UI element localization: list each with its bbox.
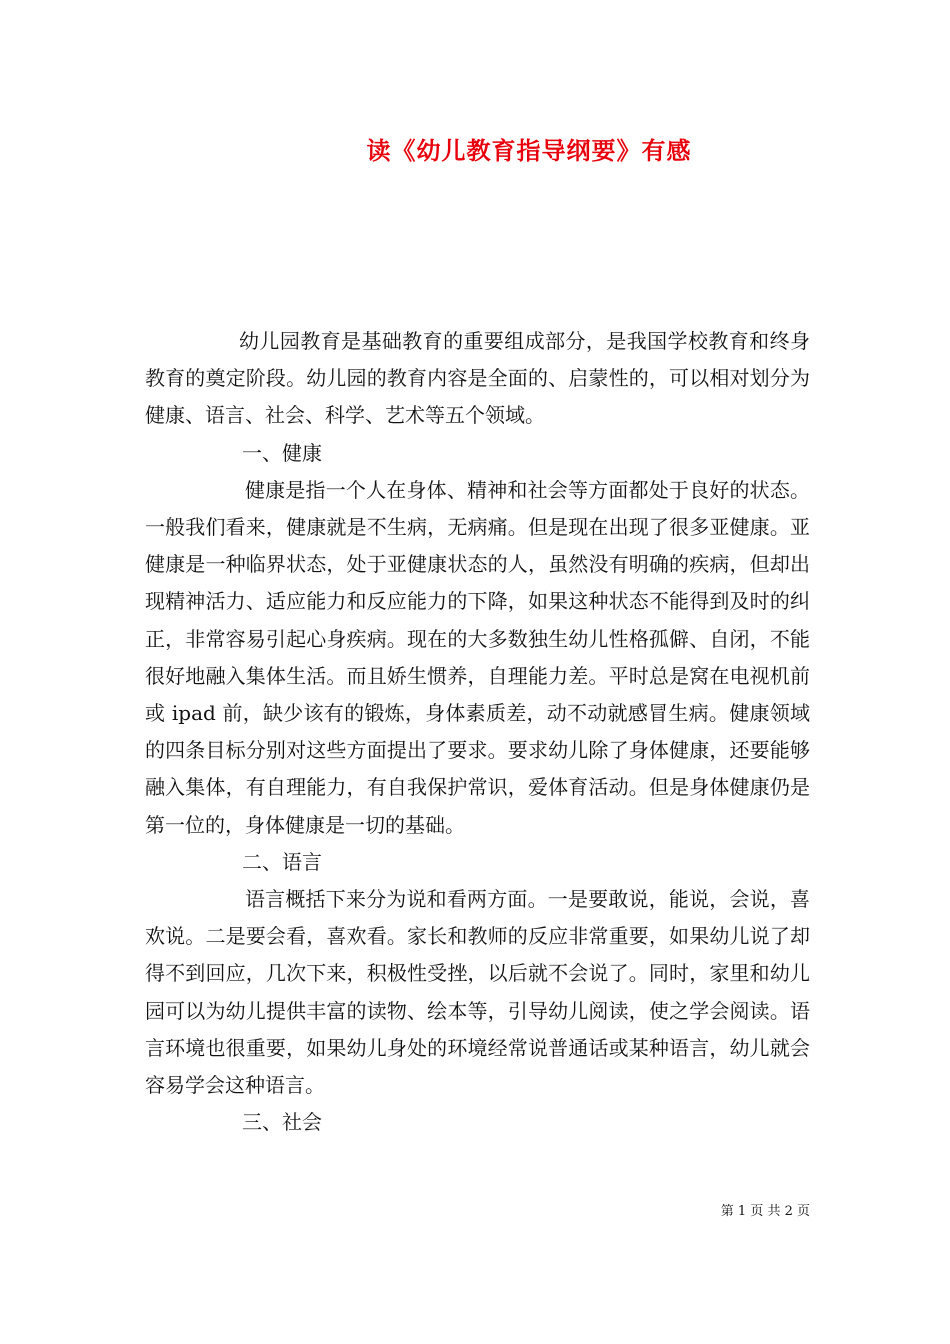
intro-paragraph: 幼儿园教育是基础教育的重要组成部分，是我国学校教育和终身教育的奠定阶段。幼儿园的教育内容是全面的、启蒙性的，可以相对划分为健康、语言、社会、科学、艺术等五个领域。 <box>145 329 810 428</box>
document-body <box>145 323 810 1141</box>
document-title: 读《幼儿教育指导纲要》有感 <box>366 136 692 165</box>
section-paragraph-health: 健康是指一个人在身体、精神和社会等方面都处于良好的状态。一般我们看来，健康就是不生病，无病痛。但是现在出现了很多亚健康。亚健康是一种临界状态，处于亚健康状态的人，虽然没有明确的疾病，但却出现精神活力、适应能力和反应能力的下降，如果这种状态不能得到及时的纠正，非常容易引起心身疾病。现在的大多数独生幼儿性格孤僻、自闭，不能很好地融入集体生活。而且娇生惯养，自理能力差。平时总是窝在电视机前或 ipad 前，缺少该有的锻炼，身体素质差，动不动就感冒生病。健康领域的四条目标分别对这些方面提出了要求。要求幼儿除了身体健康，还要能够融入集体，有自理能力，有自我保护常识，爱体育活动。但是身体健康仍是第一位的，身体健康是一切的基础。 <box>145 477 810 837</box>
section-heading-society: 三、社会 <box>242 1110 322 1135</box>
section-heading-health: 一、健康 <box>242 440 322 465</box>
section-paragraph-language: 语言概括下来分为说和看两方面。一是要敢说，能说，会说，喜欢说。二是要会看，喜欢看。家长和教师的反应非常重要，如果幼儿说了却得不到回应，几次下来，积极性受挫，以后就不会说了。同时，家里和幼儿园可以为幼儿提供丰富的读物、绘本等，引导幼儿阅读，使之学会阅读。语言环境也很重要，如果幼儿身处的环境经常说普通话或某种语言，幼儿就会容易学会这种语言。 <box>145 887 810 1098</box>
page-number: 第 1 页 共 2 页 <box>720 1204 810 1219</box>
section-heading-language: 二、语言 <box>242 849 322 874</box>
